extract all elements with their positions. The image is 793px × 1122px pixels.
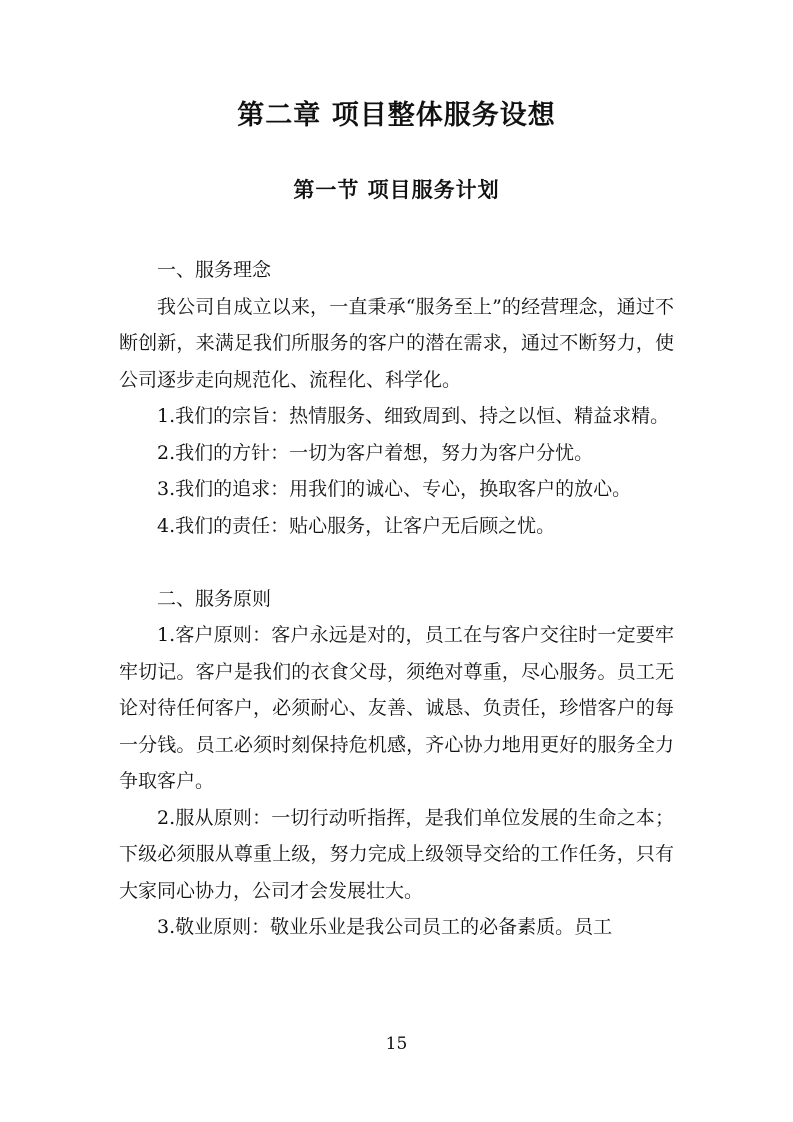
page-number: 15 (385, 1034, 408, 1054)
part1-item-1: 1.我们的宗旨：热情服务、细致周到、持之以恒、精益求精。 (157, 405, 670, 427)
part2-heading: 二、服务原则 (157, 587, 272, 610)
part1-item-3: 3.我们的追求：用我们的诚心、专心，换取客户的放心。 (157, 478, 632, 500)
section-title: 第一节 项目服务计划 (293, 178, 500, 202)
part2-item-3: 3.敬业原则：敬业乐业是我公司员工的必备素质。员工 (157, 916, 613, 938)
part2-item-2: 2.服从原则：一切行动听指挥，是我们单位发展的生命之本；下级必须服从尊重上级，努力完成上级领导交给的工作任务，只有大家同心协力，公司才会发展壮大。 (119, 806, 674, 902)
part1-heading: 一、服务理念 (157, 259, 272, 281)
part1-item-2: 2.我们的方针：一切为客户着想，努力为客户分忧。 (157, 441, 594, 464)
chapter-title: 第二章 项目整体服务设想 (237, 100, 556, 131)
body-text (119, 252, 674, 946)
part1-item-4: 4.我们的责任：贴心服务，让客户无后顾之忧。 (157, 514, 556, 537)
paragraph-spacer (119, 544, 674, 581)
part2-item-1: 1.客户原则：客户永远是对的，员工在与客户交往时一定要牢牢切记。客户是我们的衣食父母，须绝对尊重，尽心服务。员工无论对待任何客户，必须耐心、友善、诚恳、负责任，珍惜客户的每一分钱。员工必须时刻保持危机感，齐心协力地用更好的服务全力争取客户。 (119, 624, 674, 792)
part1-intro-paragraph: 我公司自成立以来，一直秉承“服务至上”的经营理念，通过不断创新，来满足我们所服务的客户的潜在需求，通过不断努力，使公司逐步走向规范化、流程化、科学化。 (119, 295, 674, 391)
